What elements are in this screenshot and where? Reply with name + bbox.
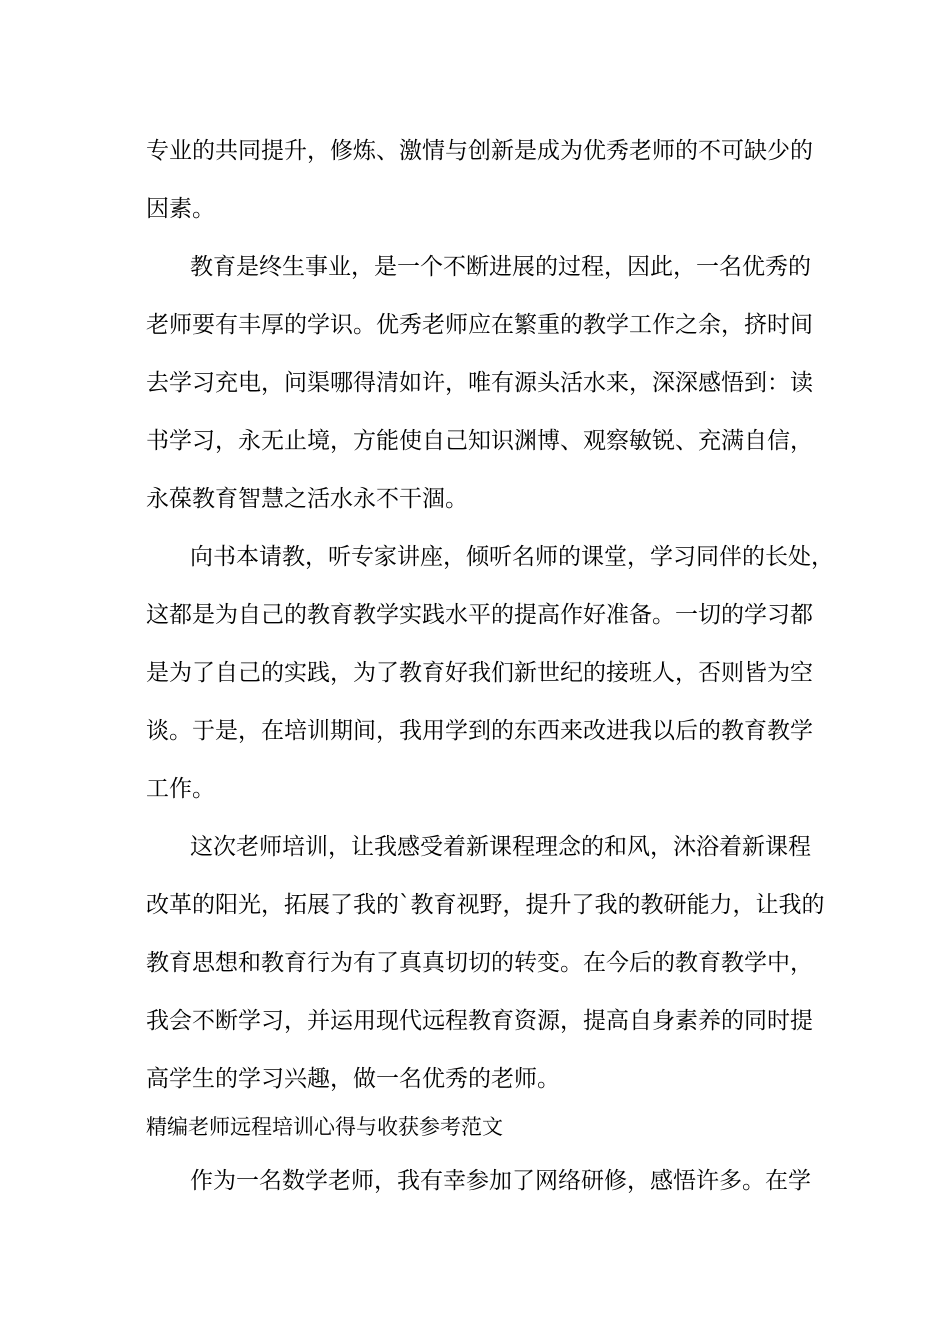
paragraph-line: 向书本请教，听专家讲座，倾听名师的课堂，学习同伴的长处， [190, 544, 834, 570]
paragraph-line: 谈。于是，在培训期间，我用学到的东西来改进我以后的教育教学 [146, 718, 813, 744]
paragraph-line: 去学习充电，问渠哪得清如许，唯有源头活水来，深深感悟到：读 [146, 370, 813, 396]
paragraph-line: 教育思想和教育行为有了真真切切的转变。在今后的教育教学中， [146, 950, 813, 976]
paragraph-line: 我会不断学习，并运用现代远程教育资源，提高自身素养的同时提 [146, 1008, 813, 1034]
paragraph-line: 工作。 [146, 776, 215, 802]
section-heading: 精编老师远程培训心得与收获参考范文 [146, 1115, 503, 1139]
paragraph-line: 永葆教育智慧之活水永不干涸。 [146, 486, 468, 512]
paragraph-line: 是为了自己的实践，为了教育好我们新世纪的接班人，否则皆为空 [146, 660, 813, 686]
paragraph-line: 作为一名数学老师，我有幸参加了网络研修，感悟许多。在学 [190, 1168, 811, 1194]
paragraph-line: 老师要有丰厚的学识。优秀老师应在繁重的教学工作之余，挤时间 [146, 312, 813, 338]
paragraph-line: 书学习，永无止境，方能使自己知识渊博、观察敏锐、充满自信， [146, 428, 813, 454]
paragraph-line: 改革的阳光，拓展了我的`教育视野，提升了我的教研能力，让我的 [146, 892, 825, 918]
paragraph-line: 教育是终生事业，是一个不断进展的过程，因此，一名优秀的 [190, 254, 811, 280]
paragraph-line: 这次老师培训，让我感受着新课程理念的和风，沐浴着新课程 [190, 834, 811, 860]
paragraph-line: 专业的共同提升，修炼、激情与创新是成为优秀老师的不可缺少的 [146, 138, 813, 164]
paragraph-line: 因素。 [146, 196, 215, 222]
paragraph-line: 高学生的学习兴趣，做一名优秀的老师。 [146, 1066, 560, 1092]
paragraph-line: 这都是为自己的教育教学实践水平的提高作好准备。一切的学习都 [146, 602, 813, 628]
